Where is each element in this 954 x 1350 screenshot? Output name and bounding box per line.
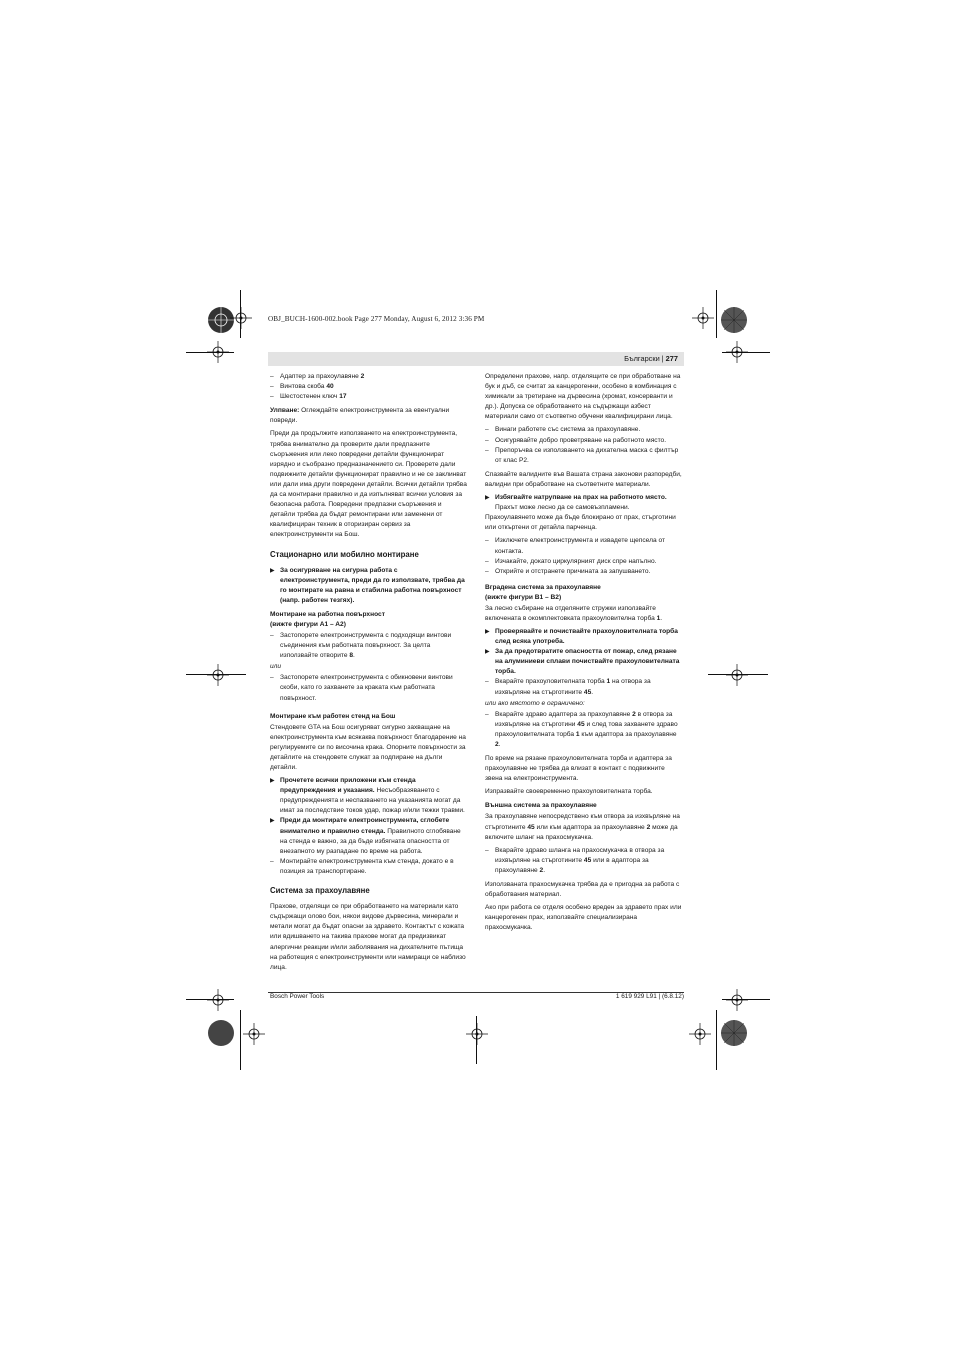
list-item: – Адаптер за прахоулавяне 2 — [270, 373, 365, 380]
stand-paragraph: Стендовете GTA на Бош осигуряват сигурно захващане на електроинструмента към всякаква повърхност благодарение на регулируемите си по височина крака. Опорните повърхности за детайлите на стендовете служат за подпиране на дълги детайли. — [270, 723, 466, 771]
list-item: – Изключете електроинструмента и извадете щепсела от контакта. — [485, 537, 665, 555]
footer-doc-number: 1 619 929 L91 | (6.8.12) — [615, 993, 684, 1000]
warning-item: ▶ За осигуряване на сигурна работа с електроинструмента, преди да го използвате, трябва да го монтирате на равна и стабилна работна повърхност (напр. работен тезгях). — [270, 566, 465, 604]
header-language: Български — [624, 354, 660, 363]
list-item: – Шестостенен ключ 17 — [270, 393, 347, 401]
list-item: – Препоръчва се използването на дихателна маска с филтър от клас P2. — [485, 446, 679, 464]
crosshair-mark-icon — [243, 1023, 265, 1045]
left-column — [270, 372, 468, 976]
page-number: 277 — [665, 354, 678, 363]
note-paragraph: По време на рязане прахоуловителната торба и адаптера за прахоулавяне не трябва да влизат в контакт с подвижните звена на електроинструмента. — [485, 755, 672, 783]
or-label: или — [270, 663, 282, 671]
header-text — [624, 354, 678, 363]
note-paragraph: Изпразвайте своевременно прахоуловителната торба. — [485, 788, 653, 796]
warning-item: ▶ Проверявайте и почиствайте прахоуловителната торба след всяка употреба. — [485, 627, 678, 646]
note-paragraph: Ако при работа се отделя особено вреден за здравето прах или канцерогенен прах, използвайте специализирана прахосмукачка. — [485, 904, 682, 932]
crosshair-mark-icon — [230, 307, 252, 329]
dust-paragraph: Прахове, отделящи се при обработването на материали като съдържащи олово бои, някои видове дървесина, минерали и метали могат да бъдат опасни за здравето. Контактът с кожата или вдишването на такива прахове могат да предизвикат алергични реакции и/или заболявания на дихателните пътища на работещия с електроинструменти или намиращи се наблизо лица. — [270, 903, 466, 971]
list-item: – Застопорете електроинструмента с подходящи винтови съединения към работната повърхност. За целта използвайте отворите 8. — [270, 631, 452, 660]
warning-item: ▶ Избягвайте натрупване на прах на работното място. Прахът може лесно да се самовъзпламени. — [485, 494, 667, 512]
registration-mark-icon — [720, 306, 748, 334]
list-item: – Винаги работете със система за прахоулавяне. — [485, 426, 641, 434]
crosshair-mark-icon — [726, 664, 748, 686]
print-info: OBJ_BUCH-1600-002.book Page 277 Monday, August 6, 2012 3:36 PM — [268, 315, 485, 323]
registration-mark-icon — [720, 1019, 748, 1047]
crosshair-mark-icon — [207, 341, 229, 363]
crosshair-mark-icon — [466, 1023, 488, 1045]
subsection-title: Монтиране към работен стенд на Бош — [270, 712, 396, 720]
registration-mark-icon — [207, 1019, 235, 1047]
subsection-title: Вградена система за прахоулавяне (вижте фигури B1 – B2) — [485, 583, 601, 601]
footer-brand: Bosch Power Tools — [270, 993, 325, 1000]
list-item: – Монтирайте електроинструмента към стенда, докато е в позиция за транспортиране. — [270, 857, 454, 875]
intro-paragraph: Определени прахове, напр. отделящите се при обработване на бук и дъб, се считат за канцерогенни, особено в комбинация с химикали за третиране на дървесина (хромат, консерванти и др.). Допуска се обработването на съдържащи азбест материали само от съответно обучени квалифицирани лица. — [485, 373, 681, 421]
list-item: – Осигурявайте добро проветряване на работното място. — [485, 436, 667, 444]
warning-item: ▶ За да предотвратите опасността от пожар, след рязане на алуминиеви сплави почиствайте прахоуловителната торба. — [485, 648, 680, 676]
note-paragraph: Използваната прахосмукачка трябва да е пригодна за работа с обработвания материал. — [485, 881, 680, 899]
section-title: Стационарно или мобилно монтиране — [270, 549, 419, 559]
external-paragraph: За прахоулавяне непосредствено към отвора за изхвърляне на стърготините 45 или към адаптора за прахоулавяне 2 може да включите шланг на прахосмукачка. — [485, 813, 680, 841]
crosshair-mark-icon — [726, 341, 748, 363]
warning-item: ▶ Прочетете всички приложени към стенда предупреждения и указания. Несъобразяването с предупрежденията и неспазването на указанията могат да имат за последствие токов удар, пожар и/или тежки травми. — [270, 777, 465, 815]
crosshair-mark-icon — [207, 989, 229, 1011]
crosshair-mark-icon — [689, 1023, 711, 1045]
list-item: – Винтова скоба 40 — [270, 383, 334, 391]
page-header — [268, 352, 684, 366]
crosshair-mark-icon — [692, 307, 714, 329]
crosshair-mark-icon — [726, 989, 748, 1011]
list-item: – Застопорете електроинструмента с обикновени винтови скоби, като го захванете за краката към работната повърхност. — [270, 674, 453, 702]
list-item: – Вкарайте здраво адаптера за прахоулавяне 2 в отвора за изхвърляне на стърготини 45 и след това захванете здраво прахоуловителната торба 1 към адаптора за прахоулавяне 2. — [485, 710, 678, 748]
storage-paragraph: Улпване: Оглеждайте електроинструмента за евентуални повреди. — [270, 407, 450, 425]
crosshair-mark-icon — [207, 664, 229, 686]
subsection-title: Външна система за прахоулавяне — [485, 802, 597, 810]
section-title: Система за прахоулавяне — [270, 886, 370, 896]
bag-paragraph: За лесно събиране на отделяните стружки използвайте включената в окомплектовката прахоуловителна торба 1. — [485, 604, 663, 622]
blocked-paragraph: Прахоулавянето може да бъде блокирано от прах, стърготини или откъртени от детайла парченца. — [485, 514, 676, 532]
or-label: или ако мястото е ограничено: — [485, 699, 585, 707]
regulations-paragraph: Спазвайте валидните във Вашата страна законови разпоредби, валидни при обработване на съответните материали. — [485, 470, 682, 488]
header-separator: | — [661, 354, 664, 363]
list-item: – Вкарайте прахоуловителната торба 1 на отвора за изхвърляне на стърготините 45. — [485, 678, 651, 696]
list-item: – Вкарайте здраво шланга на прахосмукачка в отвора за изхвърляне на стърготините 45 или в адаптора за прахоулавяне 2. — [485, 846, 665, 874]
right-column — [485, 372, 683, 937]
list-item: – Изчакайте, докато циркулярният диск спре напълно. — [485, 557, 657, 565]
subsection-title: Монтиране на работна повърхност (вижте фигури A1 – A2) — [270, 610, 385, 628]
warning-item: ▶ Преди да монтирате електроинструмента, сглобете внимателно и правилно стенда. Правилното сглобяване на стенда е важно, за да бъде избягната опасността от внезапното му разпадане по време на работа. — [270, 817, 461, 855]
check-paragraph: Преди да продължите използването на електроинструмента, трябва внимателно да проверите дали предпазните съоръжения или леко повредени детайли функционират изрядно и съобразно предназначението си. Проверете дали подвижните детайли функционират правилно и не се заклинват или дали има други повредени детайли. Всички детайли трябва да са монтирани правилно и да изпълняват всички условия за безопасна работа. Повредени предпазни съоръжения и детайли трябва да бъдат ремонтирани или заменени от квалифициран техник в оторизиран сервиз за електроинструменти на Бош. — [270, 430, 467, 539]
list-item: – Открийте и отстранете причината за запушването. — [485, 567, 651, 575]
